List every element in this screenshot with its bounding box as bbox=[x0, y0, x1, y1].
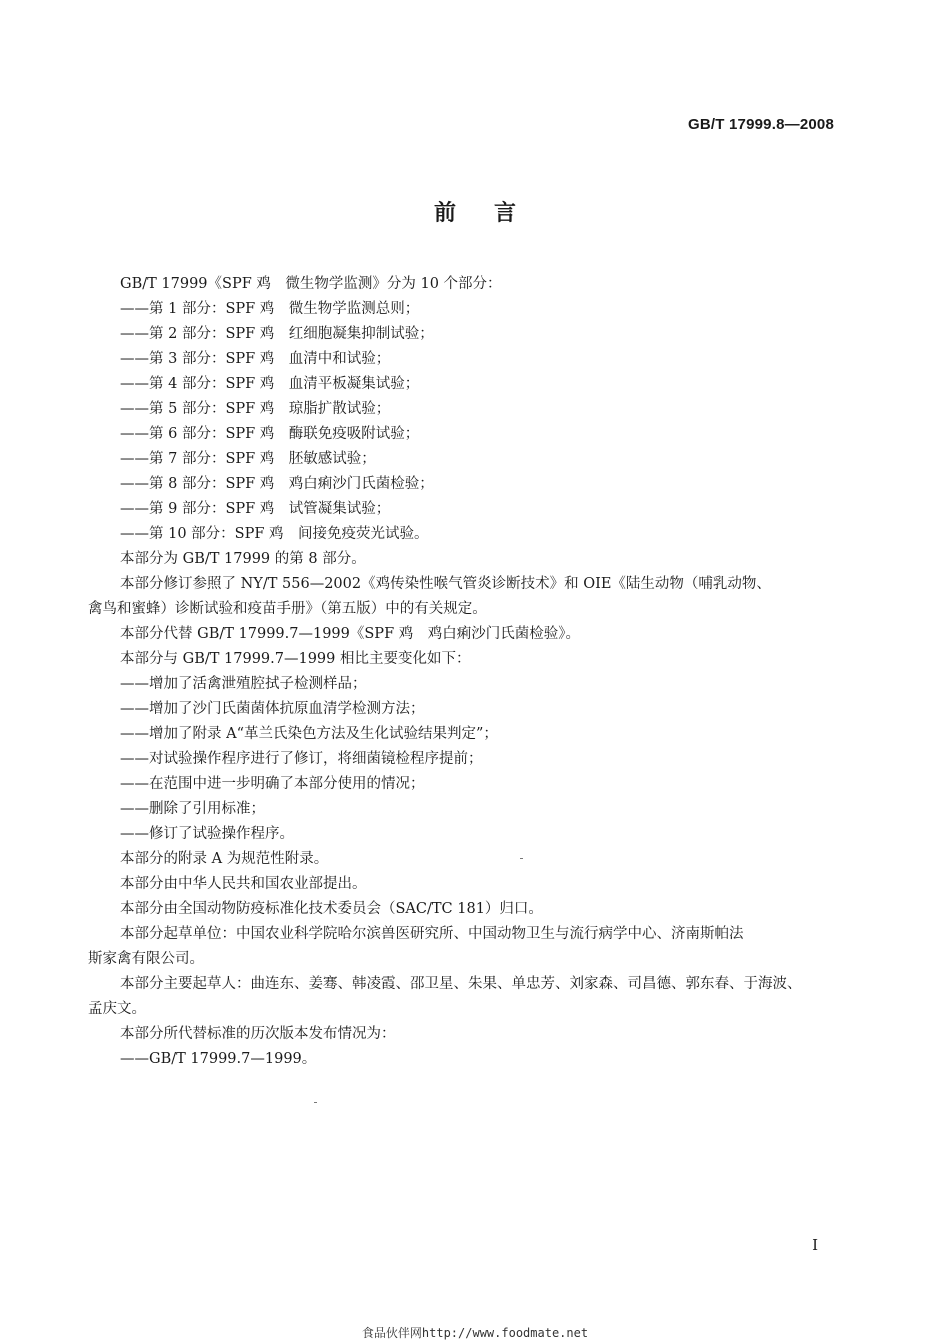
text-line: 本部分由全国动物防疫标准化技术委员会（SAC/TC 181）归口。 bbox=[120, 901, 543, 917]
text-line: ——删除了引用标准； bbox=[120, 801, 265, 817]
text-line: 禽鸟和蜜蜂）诊断试验和疫苗手册》（第五版）中的有关规定。 bbox=[88, 601, 487, 617]
text-line: 本部分由中华人民共和国农业部提出。 bbox=[120, 876, 367, 892]
text-line: ——第 1 部分：SPF 鸡 微生物学监测总则； bbox=[120, 301, 420, 317]
text-line: ——对试验操作程序进行了修订，将细菌镜检程序提前； bbox=[120, 751, 483, 767]
text-line: ——在范围中进一步明确了本部分使用的情况； bbox=[120, 776, 425, 792]
text-line: ——第 3 部分：SPF 鸡 血清中和试验； bbox=[120, 351, 391, 367]
watermark-url: 食品伙伴网http://www.foodmate.net bbox=[361, 1326, 589, 1340]
standard-code: GB/T 17999.8—2008 bbox=[688, 116, 834, 133]
text-line: ——第 9 部分：SPF 鸡 试管凝集试验； bbox=[120, 501, 391, 517]
text-line: 孟庆文。 bbox=[88, 1001, 146, 1017]
text-line: ——第 8 部分：SPF 鸡 鸡白痢沙门氏菌检验； bbox=[120, 476, 434, 492]
text-line: ——GB/T 17999.7—1999。 bbox=[120, 1051, 317, 1067]
scan-speck bbox=[314, 1102, 317, 1103]
page-number: I bbox=[812, 1236, 818, 1254]
text-line: ——增加了活禽泄殖腔拭子检测样品； bbox=[120, 676, 367, 692]
page-title: 前言 bbox=[433, 200, 554, 226]
text-line: ——修订了试验操作程序。 bbox=[120, 826, 294, 842]
text-line: ——增加了沙门氏菌菌体抗原血清学检测方法； bbox=[120, 701, 425, 717]
text-line: 本部分起草单位：中国农业科学院哈尔滨兽医研究所、中国动物卫生与流行病学中心、济南斯帕法 bbox=[120, 926, 744, 942]
text-line: ——第 4 部分：SPF 鸡 血清平板凝集试验； bbox=[120, 376, 420, 392]
scan-speck bbox=[520, 858, 523, 859]
text-line: ——增加了附录 A“革兰氏染色方法及生化试验结果判定”； bbox=[120, 726, 498, 742]
text-line: 本部分所代替标准的历次版本发布情况为： bbox=[120, 1026, 396, 1042]
text-line: 本部分主要起草人：曲连东、姜骞、韩凌霞、邵卫星、朱果、单忠芳、刘家森、司昌德、郭东春、于海波、 bbox=[120, 976, 802, 992]
text-line: 本部分与 GB/T 17999.7—1999 相比主要变化如下： bbox=[120, 651, 471, 667]
text-line: ——第 7 部分：SPF 鸡 胚敏感试验； bbox=[120, 451, 376, 467]
text-line: ——第 2 部分：SPF 鸡 红细胞凝集抑制试验； bbox=[120, 326, 434, 342]
foreword-body bbox=[88, 272, 838, 1072]
text-line: ——第 5 部分：SPF 鸡 琼脂扩散试验； bbox=[120, 401, 391, 417]
text-line: 本部分为 GB/T 17999 的第 8 部分。 bbox=[120, 551, 366, 567]
text-line: GB/T 17999《SPF 鸡 微生物学监测》分为 10 个部分： bbox=[120, 276, 502, 292]
text-line: 本部分代替 GB/T 17999.7—1999《SPF 鸡 鸡白痢沙门氏菌检验》。 bbox=[120, 626, 580, 642]
text-line: ——第 6 部分：SPF 鸡 酶联免疫吸附试验； bbox=[120, 426, 420, 442]
text-line: 斯家禽有限公司。 bbox=[88, 951, 204, 967]
text-line: ——第 10 部分：SPF 鸡 间接免疫荧光试验。 bbox=[120, 526, 429, 542]
text-line: 本部分修订参照了 NY/T 556—2002《鸡传染性喉气管炎诊断技术》和 OIE《陆生动物（哺乳动物、 bbox=[120, 576, 771, 592]
text-line: 本部分的附录 A 为规范性附录。 bbox=[120, 851, 329, 867]
